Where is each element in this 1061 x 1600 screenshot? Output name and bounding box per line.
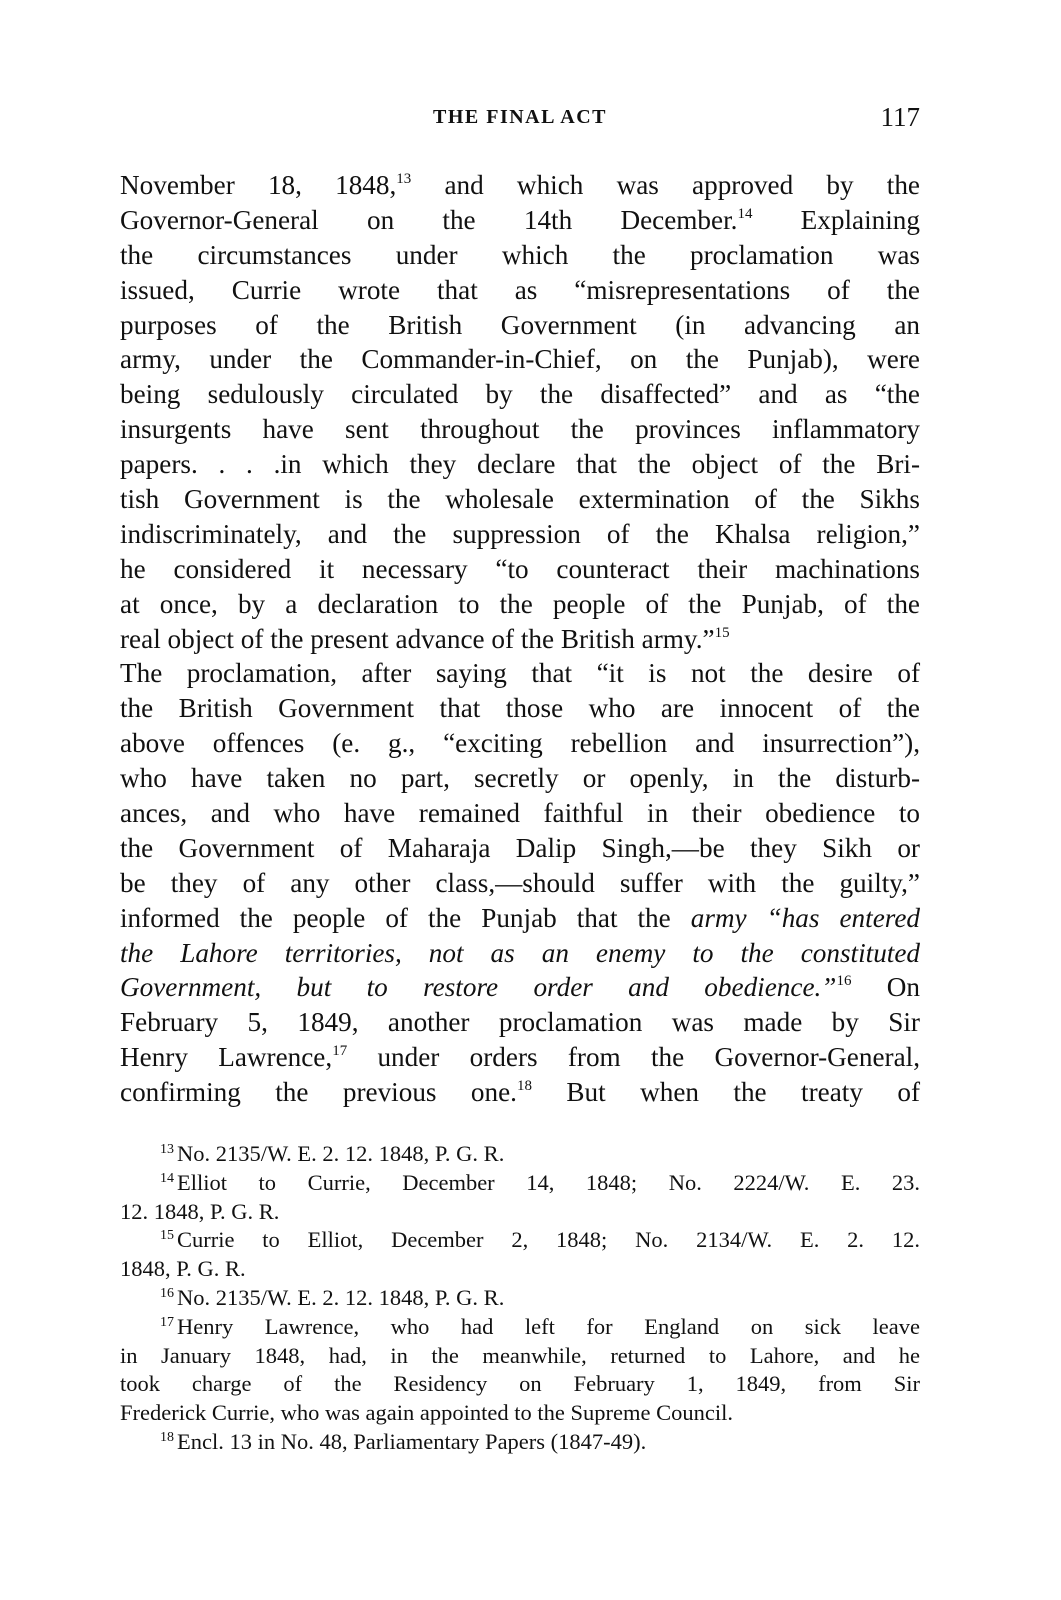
text-line: ances, and who have remained faithful in their obedience to (120, 798, 920, 829)
text-line: The proclamation, after saying that “it is not the desire of (120, 658, 920, 689)
footnote: $^{13}$ No. 2135/W. E. 2. 12. 1848, P. G. R. (160, 1141, 505, 1166)
footnote-ref: 15 (714, 624, 730, 641)
footnote-number: 16 (160, 1285, 174, 1301)
text-line: confirming the previous one.$^{18}$ But when the treaty of (120, 1077, 920, 1108)
footnote-continuation: in January 1848, had, in the meanwhile, returned to Lahore, and he (120, 1342, 920, 1368)
italic-quote: the Lahore territories, not as an enemy to the constituted (120, 937, 920, 968)
footnote: $^{15}$ Currie to Elliot, December 2, 1848; No. 2134/W. E. 2. 12. (160, 1227, 920, 1253)
footnote-ref: 16 (836, 973, 852, 990)
footnote-ref: 17 (332, 1043, 348, 1060)
footnote: $^{17}$ Henry Lawrence, who had left for England on sick leave (160, 1313, 920, 1339)
footnote: $^{16}$ No. 2135/W. E. 2. 12. 1848, P. G. R. (160, 1284, 505, 1310)
footnote-continuation: 1848, P. G. R. (120, 1256, 246, 1282)
text-line: army, under the Commander-in-Chief, on the Punjab), were (120, 344, 920, 375)
text-line: Governor-General on the 14th December.$^{14}$ Explaining (120, 204, 920, 235)
text-line: the Government of Maharaja Dalip Singh,—be they Sikh or (120, 832, 920, 863)
text-line: Government, but to restore order and obedience.”$^{16}$ On (120, 972, 921, 1003)
text-line: insurgents have sent throughout the provinces inflammatory (120, 414, 920, 445)
footnote-number: 13 (160, 1142, 174, 1157)
text-line: Henry Lawrence,$^{17}$ under orders from the Governor-General, (120, 1042, 921, 1073)
footnote-continuation: took charge of the Residency on February 1, 1849, from Sir (120, 1371, 920, 1397)
italic-quote: Government, but to restore order and obedience.” (120, 972, 837, 1003)
text-line: he considered it necessary “to counteract their machinations (120, 553, 920, 584)
text-line: above offences (e. g., “exciting rebellion and insurrection”), (120, 728, 920, 759)
footnote: $^{18}$ Encl. 13 in No. 48, Parliamentary Papers (1847-49). (160, 1428, 647, 1454)
text-line: papers. . . .in which they declare that the object of the Bri- (120, 449, 920, 480)
text-line: tish Government is the wholesale extermination of the Sikhs (120, 484, 920, 515)
page-header (120, 102, 920, 136)
text-line: the circumstances under which the proclamation was (120, 239, 920, 270)
text-line: being sedulously circulated by the disaffected” and as “the (120, 379, 920, 410)
text-line: real object of the present advance of the British army.”$^{15}$ (120, 623, 730, 654)
text-line: informed the people of the Punjab that the army “has entered (120, 902, 920, 933)
text-line: the British Government that those who are innocent of the (120, 693, 920, 724)
text-line: February 5, 1849, another proclamation was made by Sir (120, 1007, 920, 1038)
footnote-ref: 18 (516, 1078, 532, 1095)
text-line (120, 936, 920, 971)
text-line: at once, by a declaration to the people of the Punjab, of the (120, 588, 920, 619)
footnote-number: 17 (160, 1314, 174, 1330)
text-line: issued, Currie wrote that as “misrepresentations of the (120, 274, 920, 305)
page-number: 117 (880, 102, 920, 132)
text-line: November 18, 1848,13 and which was approved by the (120, 170, 920, 200)
text-line: be they of any other class,—should suffer with the guilty,” (120, 867, 920, 898)
footnote-ref: 13 (396, 171, 412, 187)
text-line: purposes of the British Government (in advancing an (120, 309, 920, 340)
footnote-continuation: 12. 1848, P. G. R. (120, 1198, 280, 1224)
text-line: who have taken no part, secretly or openly, in the disturb- (120, 763, 920, 794)
footnote-continuation: Frederick Currie, who was again appointed to the Supreme Council. (120, 1400, 733, 1426)
text-line: indiscriminately, and the suppression of the Khalsa religion,” (120, 518, 920, 549)
running-head: THE FINAL ACT (433, 106, 607, 128)
footnote-number: 14 (160, 1170, 174, 1186)
footnote-number: 15 (160, 1228, 174, 1244)
italic-quote: army “has entered (690, 902, 920, 933)
footnote: $^{14}$ Elliot to Currie, December 14, 1848; No. 2224/W. E. 23. (160, 1169, 920, 1195)
footnote-ref: 14 (737, 205, 753, 222)
footnotes (120, 1140, 920, 1457)
footnote-number: 18 (160, 1429, 174, 1445)
body-text (120, 168, 920, 1110)
